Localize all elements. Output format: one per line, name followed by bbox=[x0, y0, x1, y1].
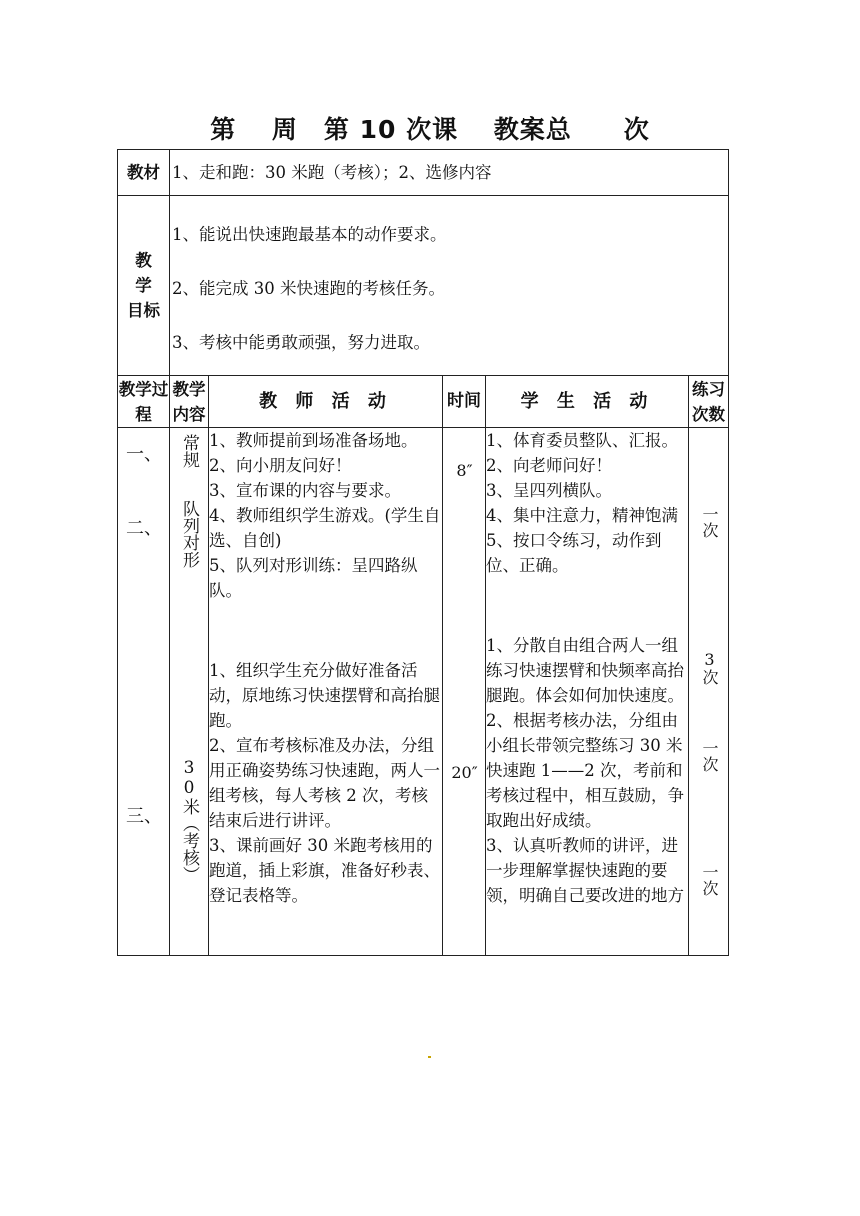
formation-label: 队列对形 bbox=[179, 500, 199, 568]
activity-row bbox=[118, 428, 729, 956]
student-activity-item: 2、根据考核办法，分组由小组长带领完整练习 30 米快速跑 1——2 次，考前和考核过程中，相互鼓励，争取跑出好成绩。 bbox=[486, 711, 684, 830]
student-activity-item: 5、按口令练习，动作到位、正确。 bbox=[486, 531, 662, 575]
section-number-three: 三、 bbox=[126, 806, 162, 827]
teacher-activity-item: 4、教师组织学生游戏。(学生自选、自创) bbox=[209, 506, 441, 550]
stray-mark bbox=[428, 1056, 431, 1058]
header-process: 教学过程 bbox=[118, 376, 170, 428]
teacher-activity-item: 2、宣布考核标准及办法，分组用正确姿势练习快速跑，两人一组考核，每人考核 2 次，考核结束后进行讲评。 bbox=[209, 736, 440, 830]
objectives-label bbox=[118, 196, 170, 376]
student-activity-item: 1、体育委员整队、汇报。 bbox=[486, 431, 678, 450]
student-activity-item: 2、向老师问好！ bbox=[486, 456, 612, 475]
routine-times: 一次 bbox=[700, 506, 719, 538]
content-cell bbox=[170, 428, 209, 956]
teacher-activity-item: 1、组织学生充分做好准备活动，原地练习快速摆臂和高抬腿跑。 bbox=[209, 661, 440, 730]
time-cell bbox=[443, 428, 486, 956]
header-time: 时间 bbox=[443, 376, 486, 428]
header-student-activity: 学 生 活 动 bbox=[486, 376, 689, 428]
student-activity-item: 4、集中注意力，精神饱满 bbox=[486, 506, 678, 525]
section-number-two: 二、 bbox=[126, 518, 162, 539]
main-content-label: 30米（考核） bbox=[179, 758, 199, 883]
objectives-label-3: 目标 bbox=[127, 301, 160, 320]
teacher-activity-item: 2、向小朋友问好！ bbox=[209, 456, 352, 475]
student-activity-cell bbox=[486, 428, 689, 956]
page-title: 第 周 第 10 次课 教案总 次 bbox=[210, 115, 650, 144]
materials-row bbox=[118, 150, 729, 196]
lesson-plan-table bbox=[117, 149, 729, 956]
main-times-3: 一次 bbox=[700, 864, 719, 896]
header-teacher-activity: 教 师 活 动 bbox=[209, 376, 443, 428]
practice-times-cell bbox=[689, 428, 729, 956]
teacher-activity-item: 5、队列对形训练：呈四路纵队。 bbox=[209, 556, 418, 600]
student-activity-item: 3、认真听教师的讲评，进一步理解掌握快速跑的要领，明确自己要改进的地方 bbox=[486, 836, 684, 905]
objective-item: 2、能完成 30 米快速跑的考核任务。 bbox=[172, 279, 445, 298]
main-times-1: 3次 bbox=[700, 650, 719, 685]
process-cell bbox=[118, 428, 170, 956]
routine-label: 常规 bbox=[179, 434, 199, 468]
student-activity-item: 1、分散自由组合两人一组练习快速摆臂和快频率高抬腿跑。体会如何加快速度。 bbox=[486, 636, 684, 705]
objectives-row bbox=[118, 196, 729, 376]
main-time: 20″ bbox=[451, 763, 478, 782]
teacher-activity-item: 3、课前画好 30 米跑考核用的跑道，插上彩旗，准备好秒表、登记表格等。 bbox=[209, 836, 440, 905]
teacher-activity-item: 3、宣布课的内容与要求。 bbox=[209, 481, 401, 500]
section-number-one: 一、 bbox=[126, 444, 162, 465]
materials-label: 教材 bbox=[118, 150, 170, 196]
objectives-label-1: 教 bbox=[135, 251, 152, 270]
routine-time: 8″ bbox=[456, 461, 473, 480]
column-header-row bbox=[118, 376, 729, 428]
objectives-list bbox=[170, 196, 729, 376]
objective-item: 3、考核中能勇敢顽强，努力进取。 bbox=[172, 333, 430, 352]
teacher-activity-item: 1、教师提前到场准备场地。 bbox=[209, 431, 418, 450]
main-times-2: 一次 bbox=[700, 740, 719, 772]
materials-content: 1、走和跑：30 米跑（考核）；2、选修内容 bbox=[170, 150, 729, 196]
header-content: 教学内容 bbox=[170, 376, 209, 428]
header-practice-times: 练习次数 bbox=[689, 376, 729, 428]
teacher-activity-cell bbox=[209, 428, 443, 956]
objectives-label-2: 学 bbox=[135, 276, 152, 295]
student-activity-item: 3、呈四列横队。 bbox=[486, 481, 612, 500]
objective-item: 1、能说出快速跑最基本的动作要求。 bbox=[172, 225, 447, 244]
